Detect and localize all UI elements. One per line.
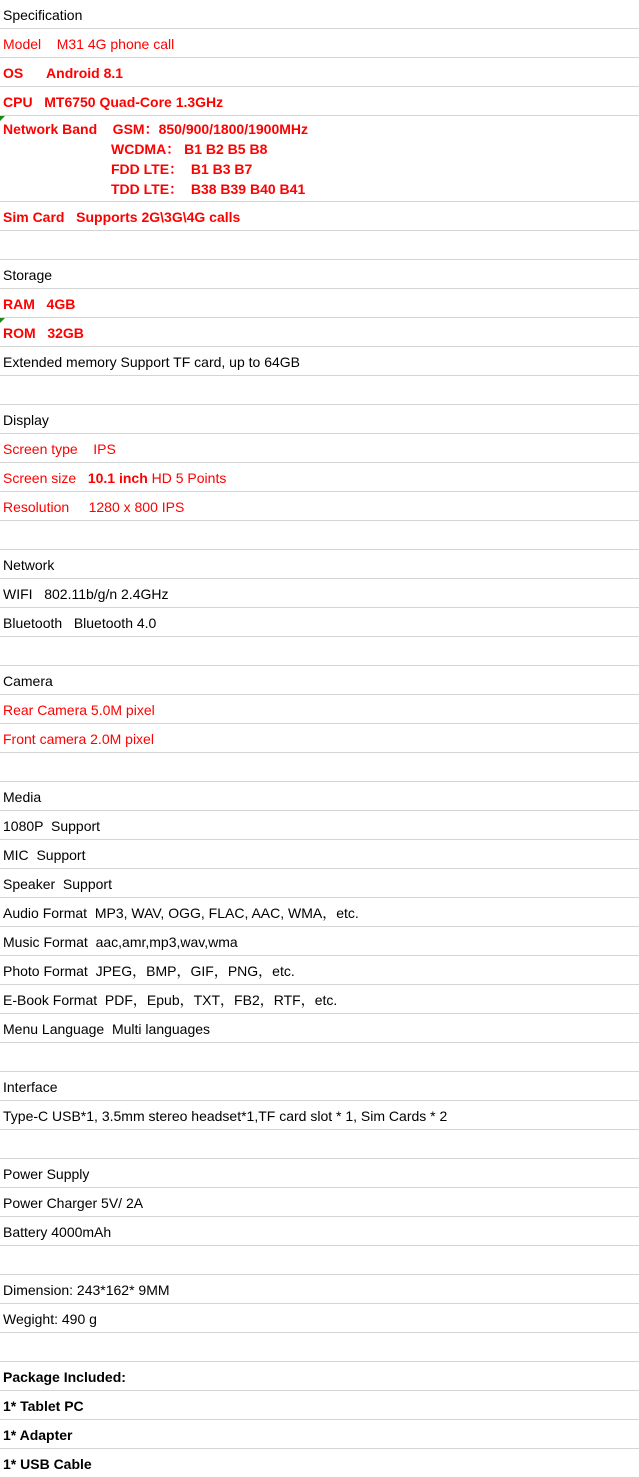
spec-network-band — [0, 116, 640, 202]
media-speaker — [0, 869, 640, 898]
cell-text — [3, 296, 75, 313]
cell-text — [3, 1369, 126, 1386]
text-run: HD 5 Points — [147, 470, 227, 486]
cell-text — [3, 94, 223, 111]
storage-rom — [0, 318, 640, 347]
storage-extended — [0, 347, 640, 376]
network-bluetooth — [0, 608, 640, 637]
cell-text — [3, 1224, 111, 1241]
package-usb-cable — [0, 1449, 640, 1478]
display-screen-type — [0, 434, 640, 463]
text-run: Screen size — [3, 470, 88, 486]
media-photo-format — [0, 956, 640, 985]
text-run: Rear Camera 5.0M pixel — [3, 702, 155, 718]
text-run: Resolution 1280 x 800 IPS — [3, 499, 185, 515]
network-heading — [0, 550, 640, 579]
blank-row — [0, 753, 640, 782]
spec-cpu — [0, 87, 640, 116]
cell-text — [3, 992, 337, 1009]
cell-text — [3, 847, 85, 864]
text-run: Media — [3, 789, 42, 805]
blank-row — [0, 1333, 640, 1362]
text-run: 1* USB Cable — [3, 1456, 92, 1472]
text-run: Audio Format MP3, WAV, OGG, FLAC, AAC, WMA，etc. — [3, 905, 359, 921]
cell-text — [3, 1195, 143, 1212]
cell-text — [3, 65, 123, 82]
cell-text — [3, 36, 174, 53]
text-run: Dimension: 243*162* 9MM — [3, 1282, 170, 1298]
text-run: CPU MT6750 Quad-Core 1.3GHz — [3, 94, 224, 110]
power-battery — [0, 1217, 640, 1246]
text-run: 10.1 inch — [87, 470, 148, 486]
text-run: Power Supply — [3, 1166, 90, 1182]
text-run: Package Included: — [3, 1369, 126, 1385]
text-run: Storage — [3, 267, 53, 283]
media-heading — [0, 782, 640, 811]
text-run: Interface — [3, 1079, 58, 1095]
blank-row — [0, 376, 640, 405]
cell-text — [3, 557, 54, 574]
storage-ram — [0, 289, 640, 318]
media-music-format — [0, 927, 640, 956]
cell-text — [3, 731, 154, 748]
media-ebook-format — [0, 985, 640, 1014]
media-mic — [0, 840, 640, 869]
text-run: Display — [3, 412, 49, 428]
text-run: 1* Adapter — [3, 1427, 73, 1443]
text-run: Power Charger 5V/ 2A — [3, 1195, 144, 1211]
text-run: ROM 32GB — [3, 325, 84, 341]
spec-model — [0, 29, 640, 58]
power-heading — [0, 1159, 640, 1188]
cell-text — [3, 818, 100, 835]
cell-text — [3, 789, 41, 806]
display-resolution — [0, 492, 640, 521]
cell-text — [3, 702, 155, 719]
cell-text — [3, 963, 295, 980]
cell-text — [3, 121, 308, 138]
media-audio-format — [0, 898, 640, 927]
cell-text — [3, 412, 49, 429]
package-adapter — [0, 1420, 640, 1449]
text-run: Camera — [3, 673, 53, 689]
text-run: WCDMA： B1 B2 B5 B8 — [111, 141, 268, 157]
camera-heading — [0, 666, 640, 695]
cell-text — [3, 499, 184, 516]
cell-text — [111, 161, 252, 178]
interface-ports — [0, 1101, 640, 1130]
blank-row — [0, 637, 640, 666]
package-tablet — [0, 1391, 640, 1420]
cell-text — [3, 615, 156, 632]
cell-text — [3, 470, 226, 487]
text-run: Front camera 2.0M pixel — [3, 731, 154, 747]
text-run: Specification — [3, 7, 83, 23]
cell-text — [3, 325, 84, 342]
camera-front — [0, 724, 640, 753]
cell-text — [3, 934, 238, 951]
power-charger — [0, 1188, 640, 1217]
cell-text — [3, 1427, 73, 1444]
comment-indicator-icon — [0, 318, 5, 323]
text-run: Music Format aac,amr,mp3,wav,wma — [3, 934, 238, 950]
cell-text — [3, 1398, 84, 1415]
display-heading — [0, 405, 640, 434]
cell-text — [3, 1108, 447, 1125]
text-run: 1080P Support — [3, 818, 101, 834]
cell-text — [3, 673, 53, 690]
interface-heading — [0, 1072, 640, 1101]
cell-text — [3, 267, 52, 284]
text-run: 1* Tablet PC — [3, 1398, 84, 1414]
text-run: OS Android 8.1 — [3, 65, 124, 81]
cell-text — [3, 1282, 170, 1299]
text-run: WIFI 802.11b/g/n 2.4GHz — [3, 586, 169, 602]
cell-text — [111, 141, 267, 158]
blank-row — [0, 1246, 640, 1275]
cell-text — [3, 1021, 210, 1038]
text-run: Battery 4000mAh — [3, 1224, 112, 1240]
text-run: Extended memory Support TF card, up to 64GB — [3, 354, 301, 370]
text-run: Bluetooth Bluetooth 4.0 — [3, 615, 157, 631]
text-run: Network Band GSM：850/900/1800/1900MHz — [3, 121, 309, 137]
text-run: Model M31 4G phone call — [3, 36, 175, 52]
text-run: E-Book Format PDF，Epub，TXT，FB2，RTF，etc. — [3, 992, 338, 1008]
cell-text — [3, 354, 300, 371]
cell-text — [3, 876, 112, 893]
blank-row — [0, 1043, 640, 1072]
text-run: Screen type IPS — [3, 441, 116, 457]
cell-text — [3, 586, 168, 603]
text-run: MIC Support — [3, 847, 86, 863]
cell-text — [3, 7, 82, 24]
cell-text — [3, 1311, 97, 1328]
network-wifi — [0, 579, 640, 608]
storage-heading — [0, 260, 640, 289]
cell-text — [3, 1456, 92, 1473]
dimension — [0, 1275, 640, 1304]
spec-heading — [0, 0, 640, 29]
spec-os — [0, 58, 640, 87]
cell-text — [3, 905, 359, 922]
text-run: Sim Card Supports 2G\3G\4G calls — [3, 209, 241, 225]
media-menu-language — [0, 1014, 640, 1043]
text-run: Photo Format JPEG，BMP，GIF，PNG，etc. — [3, 963, 295, 979]
text-run: FDD LTE： B1 B3 B7 — [111, 161, 253, 177]
text-run: Type-C USB*1, 3.5mm stereo headset*1,TF card slot * 1, Sim Cards * 2 — [3, 1108, 448, 1124]
blank-row — [0, 521, 640, 550]
blank-row — [0, 231, 640, 260]
weight — [0, 1304, 640, 1333]
cell-text — [3, 209, 240, 226]
text-run: Speaker Support — [3, 876, 112, 892]
cell-text — [111, 181, 305, 198]
text-run: Wegight: 490 g — [3, 1311, 97, 1327]
media-1080p — [0, 811, 640, 840]
display-screen-size — [0, 463, 640, 492]
text-run: RAM 4GB — [3, 296, 76, 312]
blank-row — [0, 1130, 640, 1159]
text-run: Menu Language Multi languages — [3, 1021, 211, 1037]
cell-text — [3, 1079, 57, 1096]
cell-text — [3, 1166, 89, 1183]
spec-sim-card — [0, 202, 640, 231]
cell-text — [3, 441, 116, 458]
camera-rear — [0, 695, 640, 724]
text-run: Network — [3, 557, 55, 573]
text-run: TDD LTE： B38 B39 B40 B41 — [111, 181, 306, 197]
package-heading — [0, 1362, 640, 1391]
